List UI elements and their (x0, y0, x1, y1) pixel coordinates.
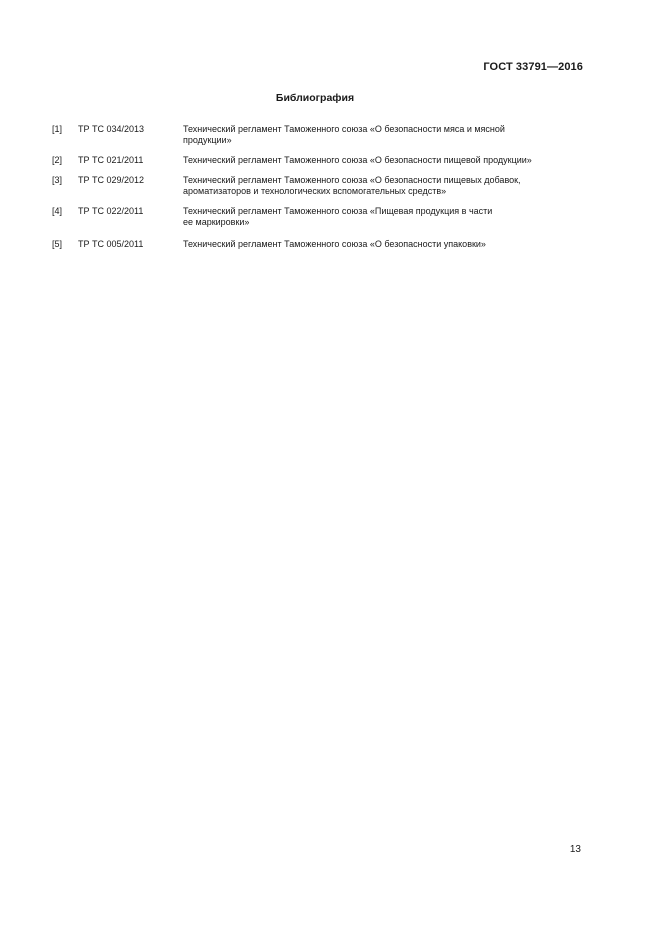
entry-title-line: Технический регламент Таможенного союза «О безопасности пищевой продукции» (183, 155, 532, 165)
entry-reference: ТР ТС 029/2012 (78, 175, 145, 185)
entry-reference: ТР ТС 034/2013 (78, 124, 145, 134)
section-title: Библиография (275, 92, 355, 104)
entry-title (183, 239, 578, 250)
entry-title-line: ароматизаторов и технологических вспомогательных средств» (183, 186, 447, 196)
bibliography-entry (52, 175, 592, 206)
entry-title-line: Технический регламент Таможенного союза «О безопасности мяса и мясной (183, 124, 505, 134)
bibliography-entry (52, 155, 592, 175)
entry-title (183, 124, 578, 146)
entry-reference: ТР ТС 005/2011 (78, 239, 144, 249)
entry-title (183, 175, 578, 197)
page-number: 13 (569, 844, 581, 855)
bibliography-entry (52, 239, 592, 259)
entry-title-line: ее маркировки» (183, 217, 250, 227)
entry-title-line: Технический регламент Таможенного союза «О безопасности пищевых добавок, (183, 175, 521, 185)
entry-title-line: продукции» (183, 135, 232, 145)
bibliography-entry (52, 206, 592, 239)
entry-reference: ТР ТС 022/2011 (78, 206, 144, 216)
entry-number: [4] (52, 206, 63, 216)
entry-number: [1] (52, 124, 63, 134)
document-code: ГОСТ 33791—2016 (483, 61, 583, 73)
bibliography-entry (52, 124, 592, 155)
entry-number: [2] (52, 155, 63, 165)
entry-title (183, 155, 578, 166)
entry-reference: ТР ТС 021/2011 (78, 155, 144, 165)
entry-number: [3] (52, 175, 63, 185)
entry-title (183, 206, 578, 228)
entry-number: [5] (52, 239, 63, 249)
bibliography-list (52, 124, 592, 259)
entry-title-line: Технический регламент Таможенного союза «О безопасности упаковки» (183, 239, 486, 249)
entry-title-line: Технический регламент Таможенного союза «Пищевая продукция в части (183, 206, 493, 216)
